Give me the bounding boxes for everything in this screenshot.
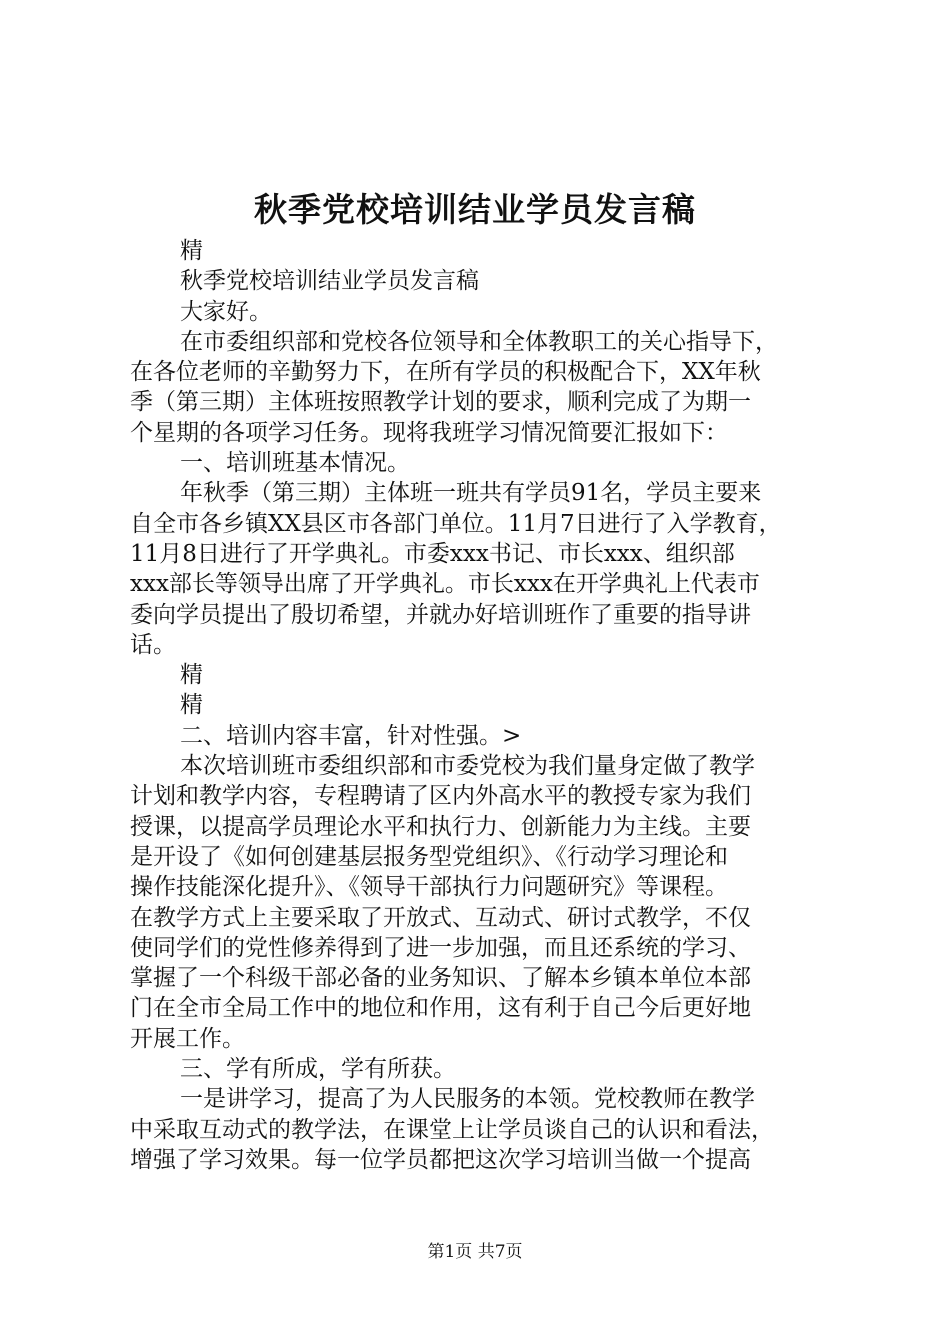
text-line: 使同学们的党性修养得到了进一步加强，而且还系统的学习、: [130, 934, 751, 961]
text-line: 11月8日进行了开学典礼。市委xxx书记、市长xxx、组织部: [130, 540, 735, 567]
document-title: 秋季党校培训结业学员发言稿: [254, 190, 696, 229]
page-footer: 第1页 共7页: [427, 1242, 523, 1262]
text-line: 自全市各乡镇XX县区市各部门单位。11月7日进行了入学教育，: [130, 510, 782, 537]
document-body: [130, 236, 830, 1175]
text-line: 一、培训班基本情况。: [180, 450, 410, 477]
text-line: 开展工作。: [130, 1025, 245, 1052]
text-line: xxx部长等领导出席了开学典礼。市长xxx在开学典礼上代表市: [130, 571, 760, 598]
text-line: 一是讲学习，提高了为人民服务的本领。党校教师在教学: [180, 1086, 755, 1113]
text-line: 在各位老师的辛勤努力下，在所有学员的积极配合下，XX年秋: [130, 359, 761, 386]
text-line: 本次培训班市委组织部和市委党校为我们量身定做了教学: [180, 753, 755, 780]
text-line: 在市委组织部和党校各位领导和全体教职工的关心指导下，: [180, 328, 778, 355]
text-line: 增强了学习效果。每一位学员都把这次学习培训当做一个提高: [130, 1146, 751, 1173]
text-line: 授课，以提高学员理论水平和执行力、创新能力为主线。主要: [130, 813, 751, 840]
text-line: 掌握了一个科级干部必备的业务知识、了解本乡镇本单位本部: [130, 965, 751, 992]
text-line: 是开设了《如何创建基层报务型党组织》、《行动学习理论和: [130, 843, 728, 870]
text-line: 季（第三期）主体班按照教学计划的要求，顺利完成了为期一: [130, 389, 751, 416]
text-line: 秋季党校培训结业学员发言稿: [180, 268, 479, 295]
text-line: 精: [180, 238, 203, 264]
text-line: 个星期的各项学习任务。现将我班学习情况简要汇报如下：: [130, 419, 728, 446]
text-line: 操作技能深化提升》、《领导干部执行力问题研究》等课程。: [130, 874, 728, 901]
text-line: 年秋季（第三期）主体班一班共有学员91名，学员主要来: [180, 480, 762, 507]
text-line: 精: [180, 662, 203, 689]
text-line: 三、学有所成，学有所获。: [180, 1056, 456, 1083]
text-line: 中采取互动式的教学法，在课堂上让学员谈自己的认识和看法，: [130, 1116, 774, 1143]
text-line: 计划和教学内容，专程聘请了区内外高水平的教授专家为我们: [130, 783, 751, 810]
text-line: 在教学方式上主要采取了开放式、互动式、研讨式教学，不仅: [130, 904, 751, 931]
text-line: 二、培训内容丰富，针对性强。>: [180, 722, 522, 749]
text-line: 委向学员提出了殷切希望，并就办好培训班作了重要的指导讲: [130, 601, 751, 628]
text-line: 话。: [130, 631, 176, 658]
text-line: 大家好。: [180, 298, 272, 325]
text-line: 精: [180, 692, 203, 719]
text-line: 门在全市全局工作中的地位和作用，这有利于自己今后更好地: [130, 995, 751, 1022]
